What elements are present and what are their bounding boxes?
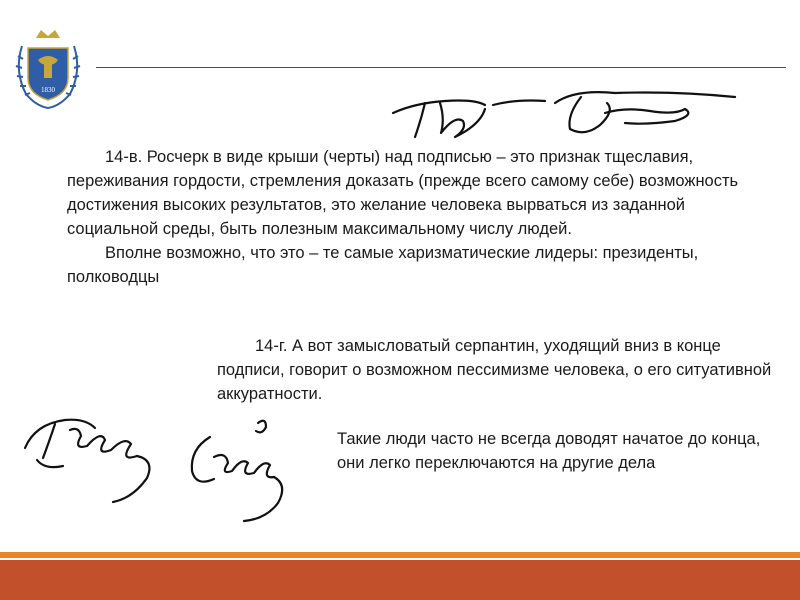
signature-roof-stroke-image xyxy=(385,85,750,147)
signature-serpentine-image-2 xyxy=(170,415,295,525)
crest-year: 1830 xyxy=(41,86,55,94)
footer-bar xyxy=(0,560,800,600)
text-14v-leaders: Вполне возможно, что это – те самые харизматические лидеры: президенты, полководцы xyxy=(67,244,699,286)
paragraph-14g xyxy=(217,334,777,406)
crest-crown-icon xyxy=(36,30,60,38)
paragraph-14v xyxy=(67,145,747,289)
header-rule xyxy=(96,67,786,68)
text-14g: 14-г. А вот замысловатый серпантин, уходящий вниз в конце подписи, говорит о возможном пессимизме человека, о его ситуативной аккуратности. xyxy=(217,337,772,403)
text-people: Такие люди часто не всегда доводят начатое до конца, они легко переключаются на другие дела xyxy=(337,430,761,472)
paragraph-people xyxy=(337,427,787,475)
university-crest-logo xyxy=(10,26,86,110)
footer-bar-thin xyxy=(0,552,800,558)
crest-book-icon xyxy=(44,64,52,78)
signature-serpentine-image-1 xyxy=(15,400,165,510)
text-14v-main: 14-в. Росчерк в виде крыши (черты) над подписью – это признак тщеславия, переживания гордости, стремления доказать (прежде всего самому себе) возможность достижения высоких результатов, это желание человека вырваться из заданной социальной среды, быть полезным максимальному числу людей. xyxy=(67,148,739,238)
